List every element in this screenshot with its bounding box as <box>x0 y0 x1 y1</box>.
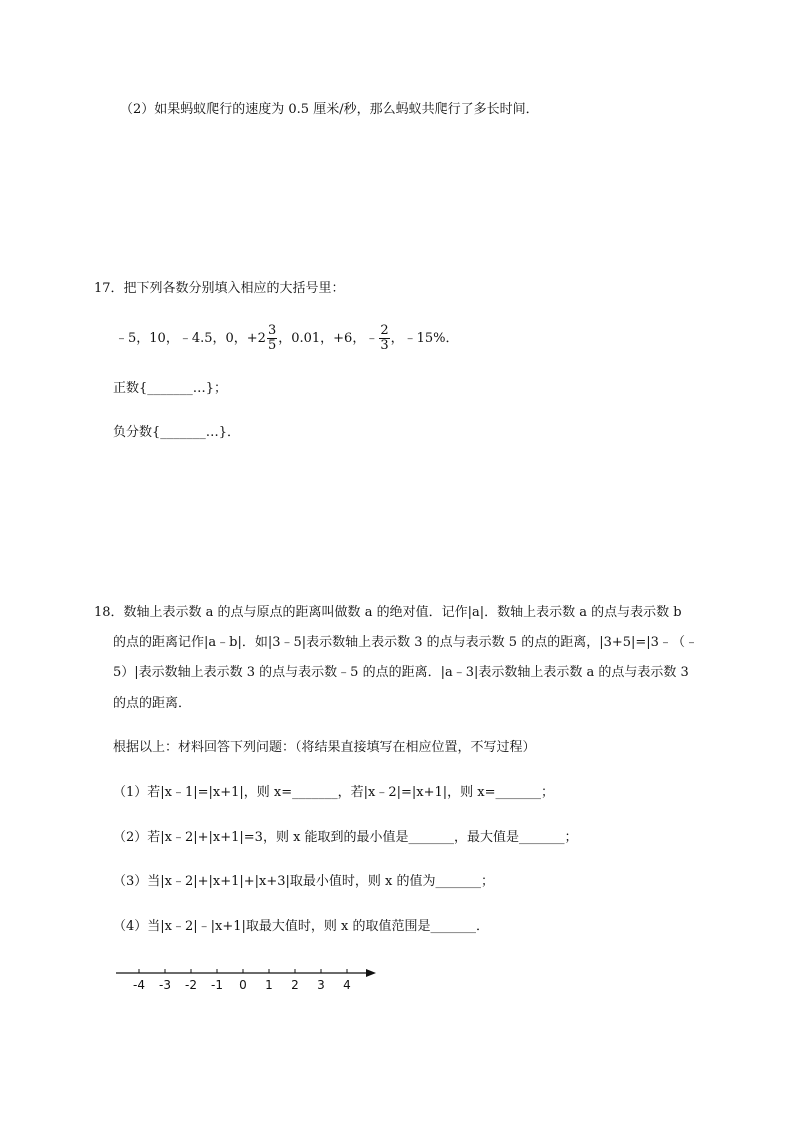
numbers-after: ，﹣15%． <box>390 331 459 346</box>
numbers-mid: ，0.01，+6，﹣ <box>278 331 379 346</box>
number-line-tick-label: -2 <box>185 978 197 992</box>
q18-instruction: 根据以上：材料回答下列问题：（将结果直接填写在相应位置，不写过程） <box>113 740 536 755</box>
q17-positive: 正数{_______…}； <box>113 381 228 396</box>
q18-part2: （2）若|x﹣2|+|x+1|=3，则 x 能取到的最小值是_______，最大值是_______； <box>113 830 578 845</box>
number-line-tick-label: -1 <box>211 978 223 992</box>
fraction-denominator: 3 <box>380 338 389 353</box>
mixed-denominator: 5 <box>267 338 277 353</box>
number-line-tick-label: 3 <box>317 978 325 992</box>
numbers-before: ﹣5，10，﹣4.5，0，+2 <box>115 331 266 346</box>
number-line-tick-label: -4 <box>133 978 145 992</box>
mixed-fraction <box>267 324 277 353</box>
q18-line4: 的点的距离． <box>113 696 192 711</box>
q18-line1: 18．数轴上表示数 a 的点与原点的距离叫做数 a 的绝对值．记作|a|．数轴上表示数 a 的点与表示数 b <box>94 605 682 620</box>
fraction-numerator: 2 <box>380 323 389 338</box>
mixed-numerator: 3 <box>267 323 277 338</box>
q18-part3: （3）当|x﹣2|+|x+1|+|x+3|取最小值时，则 x 的值为_______； <box>113 874 495 889</box>
q16-part2: （2）如果蚂蚁爬行的速度为 0.5 厘米/秒，那么蚂蚁共爬行了多长时间． <box>120 102 539 117</box>
q18-line2: 的点的距离记作|a﹣b|．如|3﹣5|表示数轴上表示数 3 的点与表示数 5 的点的距离，|3+5|=|3﹣（﹣ <box>113 635 698 650</box>
number-line-tick-label: -3 <box>159 978 171 992</box>
q18-part4: （4）当|x﹣2|﹣|x+1|取最大值时，则 x 的取值范围是_______． <box>113 919 489 934</box>
number-line-tick-label: 4 <box>343 978 351 992</box>
number-line-arrow-icon <box>366 969 376 977</box>
fraction <box>379 324 389 353</box>
number-line-tick-label: 0 <box>239 978 247 992</box>
number-line <box>112 962 382 996</box>
number-line-tick-label: 1 <box>265 978 273 992</box>
q18-part1: （1）若|x﹣1|=|x+1|，则 x=_______，若|x﹣2|=|x+1|，则 x=_______； <box>113 785 555 800</box>
q18-line3: 5）|表示数轴上表示数 3 的点与表示数﹣5 的点的距离．|a﹣3|表示数轴上表示数 a 的点与表示数 3 <box>113 665 689 680</box>
q17-numbers <box>115 322 459 356</box>
q17-neg-fraction: 负分数{_______…}． <box>113 425 241 440</box>
number-line-tick-label: 2 <box>291 978 299 992</box>
q17-prompt: 17．把下列各数分别填入相应的大括号里： <box>94 281 345 296</box>
